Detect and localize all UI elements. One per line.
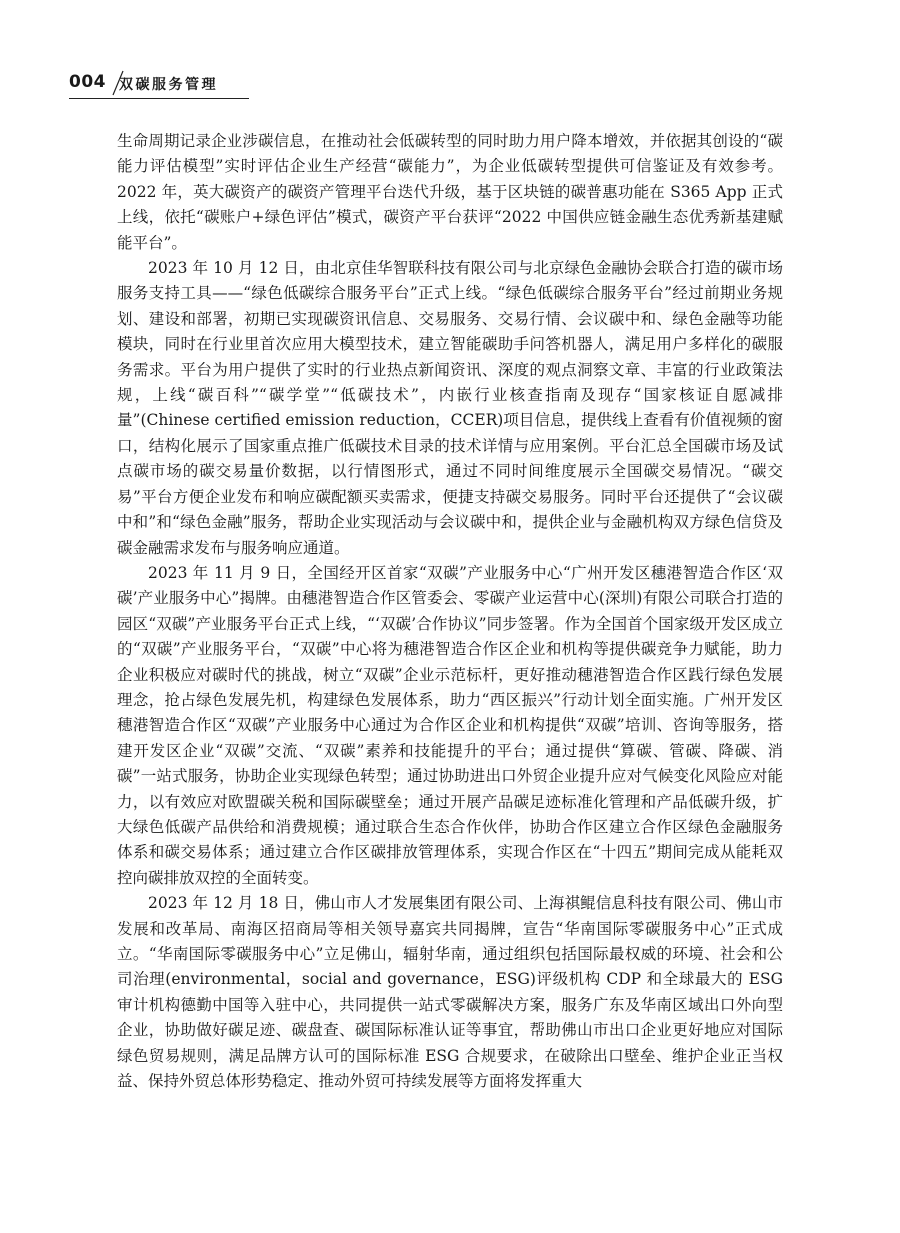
- body-text: [117, 129, 783, 1094]
- paragraph-green-low-carbon-platform: 2023 年 10 月 12 日，由北京佳华智联科技有限公司与北京绿色金融协会联合打造的碳市场服务支持工具——“绿色低碳综合服务平台”正式上线。“绿色低碳综合服务平台”经过前期业务规划、建设和部署，初期已实现碳资讯信息、交易服务、交易行情、会议碳中和、绿色金融等功能模块，同时在行业里首次应用大模型技术，建立智能碳助手问答机器人，满足用户多样化的碳服务需求。平台为用户提供了实时的行业热点新闻资讯、深度的观点洞察文章、丰富的行业政策法规，上线“碳百科”“碳学堂”“低碳技术”，内嵌行业核查指南及现存“国家核证自愿减排量”(Chinese certified emission reduction，CCER)项目信息，提供线上查看有价值视频的窗口，结构化展示了国家重点推广低碳技术目录的技术详情与应用案例。平台汇总全国碳市场及试点碳市场的碳交易量价数据，以行情图形式，通过不同时间维度展示全国碳交易情况。“碳交易”平台方便企业发布和响应碳配额买卖需求，便捷支持碳交易服务。同时平台还提供了“会议碳中和”和“绿色金融”服务，帮助企业实现活动与会议碳中和，提供企业与金融机构双方绿色信贷及碳金融需求发布与服务响应通道。: [117, 259, 783, 557]
- paragraph-dual-carbon-service-center: 2023 年 11 月 9 日，全国经开区首家“双碳”产业服务中心“广州开发区穗港智造合作区‘双碳’产业服务中心”揭牌。由穗港智造合作区管委会、零碳产业运营中心(深圳)有限公司联合打造的园区“双碳”产业服务平台正式上线，“‘双碳’合作协议”同步签署。作为全国首个国家级开发区成立的“双碳”产业服务平台，“双碳”中心将为穗港智造合作区企业和机构等提供碳竞争力赋能，助力企业积极应对碳时代的挑战，树立“双碳”企业示范标杆，更好推动穗港智造合作区践行绿色发展理念，抢占绿色发展先机，构建绿色发展体系，助力“西区振兴”行动计划全面实施。广州开发区穗港智造合作区“双碳”产业服务中心通过为合作区企业和机构提供“双碳”培训、咨询等服务，搭建开发区企业“双碳”交流、“双碳”素养和技能提升的平台；通过提供“算碳、管碳、降碳、消碳”一站式服务，协助企业实现绿色转型；通过协助进出口外贸企业提升应对气候变化风险应对能力，以有效应对欧盟碳关税和国际碳壁垒；通过开展产品碳足迹标准化管理和产品低碳升级，扩大绿色低碳产品供给和消费规模；通过联合生态合作伙伴，协助合作区建立合作区绿色金融服务体系和碳交易体系；通过建立合作区碳排放管理体系，实现合作区在“十四五”期间完成从能耗双控向碳排放双控的全面转变。: [117, 563, 783, 887]
- running-book-title: 双碳服务管理: [119, 77, 218, 93]
- paragraph-south-china-zero-carbon-center: 2023 年 12 月 18 日，佛山市人才发展集团有限公司、上海祺鲲信息科技有限公司、佛山市发展和改革局、南海区招商局等相关领导嘉宾共同揭牌，宣告“华南国际零碳服务中心”正式成立。“华南国际零碳服务中心”立足佛山，辐射华南，通过组织包括国际最权威的环境、社会和公司治理(environmental，social and governance，ESG)评级机构 CDP 和全球最大的 ESG 审计机构德勤中国等入驻中心，共同提供一站式零碳解决方案，服务广东及华南区域出口外向型企业，协助做好碳足迹、碳盘查、碳国际标准认证等事宜，帮助佛山市出口企业更好地应对国际绿色贸易规则，满足品牌方认可的国际标准 ESG 合规要求，在破除出口壁垒、维护企业正当权益、保持外贸总体形势稳定、推动外贸可持续发展等方面将发挥重大: [117, 894, 783, 1091]
- page-number: 004: [69, 72, 106, 92]
- running-header: [69, 68, 249, 100]
- header-rule: [69, 98, 249, 99]
- paragraph-continued: 生命周期记录企业涉碳信息，在推动社会低碳转型的同时助力用户降本增效，并依据其创设的“碳能力评估模型”实时评估企业生产经营“碳能力”，为企业低碳转型提供可信鉴证及有效参考。2022 年，英大碳资产的碳资产管理平台迭代升级，基于区块链的碳普惠功能在 S365 App 正式上线，依托“碳账户+绿色评估”模式，碳资产平台获评“2022 中国供应链金融生态优秀新基建赋能平台”。: [117, 132, 783, 252]
